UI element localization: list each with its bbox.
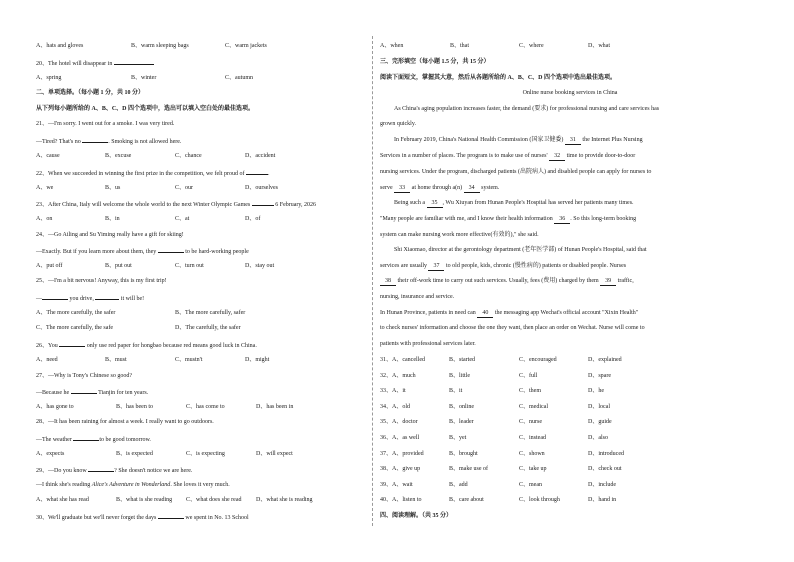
q29-line-1 — [36, 465, 192, 475]
q24-option-c: C、turn out — [175, 263, 204, 269]
q28-option-b: B、is expected — [116, 451, 153, 457]
q21-line-1: 21、—I'm sorry. I went out for a smoke. I was very tired. — [36, 121, 175, 127]
q21-option-d: D、accident — [245, 153, 276, 159]
passage-p1-line-2: grown quickly. — [380, 121, 416, 127]
q28-line-1: 28、—It has been raining for almost a week. I really want to go outdoors. — [36, 419, 214, 425]
p5-text-2: the messaging app Wechat's official account "Xixin Health" — [494, 310, 639, 316]
q29-option-b: B、what is she reading — [116, 497, 173, 503]
cloze-option: D、local — [588, 404, 610, 410]
blank-36: 36 — [554, 215, 570, 224]
q24-line-1: 24、—Go Ailing and Su Yiming really have a gift for skiing! — [36, 232, 184, 238]
passage-p5-line-2: to check nurses' information and choose the one they want, then place an order on Wechat. Nurse will come to — [380, 325, 645, 331]
q26-option-b: B、must — [105, 357, 127, 363]
p4-text-4: traffic, — [617, 278, 634, 284]
cloze-option: D、check out — [588, 466, 622, 472]
q27-line-1: 27、—Why is Tony's Chinese so good? — [36, 373, 133, 379]
q30-option-b: B、that — [450, 43, 469, 49]
cloze-option: B、started — [449, 357, 475, 363]
cloze-option: B、brought — [449, 451, 478, 457]
q28-option-c: C、is expecting — [186, 451, 225, 457]
q22-option-d: D、ourselves — [245, 185, 278, 191]
q28-option-a: A、expects — [36, 451, 65, 457]
cloze-option: C、look through — [519, 497, 560, 503]
passage-p2-line-4 — [380, 184, 499, 193]
q29-option-c: C、what does she read — [186, 497, 242, 503]
q20-text: 20、The hotel will disappear in — [36, 61, 113, 67]
q19-option-b: B、warm sleeping bags — [131, 43, 189, 49]
blank — [42, 293, 68, 300]
q23-text-2: 6 February, 2026 — [275, 202, 317, 208]
blank — [158, 512, 184, 519]
cloze-option: B、it — [449, 388, 463, 394]
q25-line-1: 25、—I'm a bit nervous! Anyway, this is my first trip! — [36, 278, 167, 284]
blank-37: 37 — [428, 262, 444, 271]
passage-p5-line-1 — [380, 309, 638, 318]
blank-31: 31 — [565, 136, 581, 145]
q29-text-4: . She loves it very much. — [170, 482, 230, 488]
cloze-option: B、add — [449, 482, 468, 488]
q25-text-1: — — [36, 296, 42, 302]
q22-option-c: C、our — [175, 185, 194, 191]
blank — [88, 465, 114, 472]
passage-p3-line-1 — [394, 199, 634, 208]
cloze-option: 33、A、it — [380, 388, 406, 394]
p2-text-2: the Internet Plus Nursing — [582, 137, 643, 143]
blank-32: 32 — [549, 152, 565, 161]
cloze-option: C、nurse — [519, 419, 542, 425]
p4-text-2: to old people, kids, chronic (慢性病的) patients or disabled people. Nurses — [445, 263, 627, 269]
passage-p3-line-3: system can make nursing work more effective(有效的)," she said. — [380, 232, 539, 238]
passage-title: Online nurse booking services in China — [522, 90, 618, 96]
cloze-option: C、encouraged — [519, 357, 557, 363]
section-2-instructions: 从下列每小题所给的 A、B、C、D 四个选项中，选出可以填入空白处的最佳选项。 — [36, 106, 255, 112]
column-divider — [372, 36, 373, 526]
p2-text-1: In February 2019, China's National Health Commission (国家卫健委) — [394, 137, 564, 143]
cloze-option: D、he — [588, 388, 604, 394]
passage-p4-line-1: Shi Xiaomao, director at the gerontology department (老年医学部) of Hunan People's Hospital, said that — [394, 247, 647, 253]
p4-text-1: services are usually — [380, 263, 427, 269]
q25-line-2 — [36, 293, 144, 303]
q20-question — [36, 58, 154, 68]
cloze-option: C、medical — [519, 404, 548, 410]
cloze-option: D、also — [588, 435, 608, 441]
q27-text-2: Tianjin for ten years. — [98, 390, 149, 396]
q25-option-d: D、The carefully, the safer — [175, 325, 241, 331]
q22-question: 22、When we succeeded in winning the first prize in the competition, we felt proud of . — [36, 168, 269, 178]
q21-option-b: B、excuse — [105, 153, 132, 159]
q27-option-d: D、has been in — [256, 404, 294, 410]
q23-option-a: A、on — [36, 216, 53, 222]
passage-p2-line-2 — [380, 152, 635, 161]
blank — [246, 168, 268, 175]
q30-question — [36, 512, 249, 522]
q23-text-1: 23、After China, Italy will welcome the whole world to the next Winter Olympic Games — [36, 202, 251, 208]
q27-option-a: A、has gone to — [36, 404, 74, 410]
passage-p2-line-1 — [394, 136, 643, 145]
q27-option-c: C、has come to — [186, 404, 225, 410]
cloze-option: 32、A、much — [380, 373, 416, 379]
cloze-option: D、spare — [588, 373, 611, 379]
q29-text-3: —I think she's reading — [36, 482, 92, 488]
q30-option-d: D、what — [588, 43, 610, 49]
q30-text-1: 30、We'll graduate but we'll never forget the days — [36, 515, 157, 521]
q28-line-2 — [36, 434, 151, 444]
passage-p1-line-1: As China's aging population increases faster, the demand (要求) for professional nursing and care services has — [394, 106, 660, 112]
q21-option-c: C、chance — [175, 153, 202, 159]
q20-option-c: C、autumn — [225, 75, 253, 81]
q29-option-a: A、what she has read — [36, 497, 89, 503]
q26-text-2: only use red paper for hongbao because red means good luck in China. — [86, 343, 257, 349]
blank-39: 39 — [600, 277, 616, 286]
blank — [114, 58, 154, 65]
q28-option-d: D、will expect — [256, 451, 293, 457]
q26-question — [36, 340, 257, 350]
cloze-option: D、hand in — [588, 497, 617, 503]
blank — [252, 199, 274, 206]
q26-text-1: 26、You — [36, 343, 58, 349]
q25-option-b: B、The more carefully, safer — [175, 310, 246, 316]
blank-35: 35 — [427, 199, 443, 208]
q24-text-1: —Exactly. But if you learn more about them, they — [36, 249, 157, 255]
p3-text-3: "Many people are familiar with me, and I know their health information — [380, 216, 553, 222]
q23-option-b: B、in — [105, 216, 120, 222]
q29-line-2 — [36, 481, 230, 489]
p2-text-7: system. — [481, 185, 500, 191]
q19-option-a: A、hats and gloves — [36, 43, 84, 49]
q26-option-c: C、mustn't — [175, 357, 203, 363]
p2-text-4: time to provide door-to-door — [566, 153, 636, 159]
blank-38: 38 — [380, 277, 396, 286]
cloze-option: D、introduced — [588, 451, 624, 457]
cloze-option: 39、A、wait — [380, 482, 413, 488]
cloze-option: B、make use of — [449, 466, 488, 472]
q25-text-3: it will be! — [120, 296, 145, 302]
q25-text-2: you drive, — [69, 296, 94, 302]
q29-text-2: ? She doesn't notice we are here. — [114, 468, 193, 474]
q24-line-2 — [36, 246, 249, 256]
q25-option-a: A、The more carefully, the safer — [36, 310, 116, 316]
q24-option-a: A、put off — [36, 263, 63, 269]
blank-34: 34 — [464, 184, 480, 193]
cloze-option: C、them — [519, 388, 541, 394]
cloze-option: 35、A、doctor — [380, 419, 418, 425]
blank — [71, 387, 97, 394]
p2-text-6: at home through a(n) — [411, 185, 463, 191]
q27-option-b: B、has been to — [116, 404, 153, 410]
q28-text-1: —The weather — [36, 437, 72, 443]
blank-33: 33 — [394, 184, 410, 193]
blank-40: 40 — [477, 309, 493, 318]
q27-line-2 — [36, 387, 148, 397]
cloze-option: C、full — [519, 373, 538, 379]
cloze-option: B、yet — [449, 435, 467, 441]
section-2-title: 二、单项选择。（每小题 1 分，共 10 分） — [36, 90, 145, 96]
p2-text-3: Services in a number of places. The program is to make use of nurses' — [380, 153, 548, 159]
q24-option-b: B、put out — [105, 263, 132, 269]
blank — [95, 293, 119, 300]
passage-p3-line-2 — [380, 215, 636, 224]
p3-text-4: . So this long-term booking — [570, 216, 637, 222]
blank — [73, 434, 99, 441]
passage-p4-line-4: nursing, insurance and service. — [380, 294, 455, 300]
cloze-option: 37、A、provided — [380, 451, 424, 457]
q23-option-d: D、of — [245, 216, 261, 222]
passage-p4-line-3 — [380, 277, 634, 286]
blank — [82, 136, 108, 143]
passage-p2-line-3: nursing services. Under the program, discharged patients (出院病人) and disabled people can apply for nurses to — [380, 169, 652, 175]
cloze-option: C、instead — [519, 435, 546, 441]
cloze-option: B、little — [449, 373, 471, 379]
section-3-title: 三、完形填空（每小题 1.5 分，共 15 分） — [380, 59, 490, 65]
q20-option-a: A、spring — [36, 75, 62, 81]
q21-option-a: A、cause — [36, 153, 60, 159]
cloze-option: B、online — [449, 404, 474, 410]
p2-text-5: serve — [380, 185, 393, 191]
q26-option-d: D、might — [245, 357, 270, 363]
p3-text-1: Being such a — [394, 200, 425, 206]
blank — [59, 340, 85, 347]
blank — [158, 246, 184, 253]
q22-text: 22、When we succeeded in winning the first prize in the competition, we felt proud of — [36, 171, 245, 177]
q21-text-1: —Tired? That's no — [36, 139, 81, 145]
q27-text-1: —Because he — [36, 390, 70, 396]
q22-option-b: B、us — [105, 185, 121, 191]
q23-option-c: C、at — [175, 216, 190, 222]
cloze-option: B、care about — [449, 497, 484, 503]
q26-option-a: A、need — [36, 357, 58, 363]
cloze-option: 34、A、old — [380, 404, 411, 410]
q21-line-2 — [36, 136, 181, 146]
cloze-option: C、take up — [519, 466, 547, 472]
p5-text-1: In Hunan Province, patients in need can — [380, 310, 476, 316]
passage-p5-line-3: patients with professional services later. — [380, 341, 476, 347]
cloze-option: D、explained — [588, 357, 622, 363]
p3-text-2: , Wu Xiuyan from Hunan People's Hospital has served her patients many times. — [442, 200, 634, 206]
q29-text-1: 29、—Do you know — [36, 468, 87, 474]
cloze-option: B、leader — [449, 419, 474, 425]
cloze-option: 40、A、listen to — [380, 497, 422, 503]
q29-option-d: D、what she is reading — [256, 497, 313, 503]
cloze-option: C、mean — [519, 482, 542, 488]
section-3-instructions: 阅读下面短文，掌握其大意，然后从各题所给的 A、B、C、D 四个选项中选出最佳选项。 — [380, 75, 617, 81]
q24-option-d: D、stay out — [245, 263, 275, 269]
cloze-option: D、include — [588, 482, 616, 488]
q30-option-c: C、where — [519, 43, 544, 49]
q28-text-2: to be good tomorrow. — [99, 437, 151, 443]
q19-option-c: C、warm jackets — [225, 43, 267, 49]
cloze-option: D、guide — [588, 419, 612, 425]
cloze-option: 36、A、as well — [380, 435, 420, 441]
passage-p4-line-2 — [380, 262, 626, 271]
cloze-option: 31、A、cancelled — [380, 357, 425, 363]
q25-option-c: C、The more carefully, the safe — [36, 325, 114, 331]
p4-text-3: their off-work time to carry out such services. Usually, fees (费用) charged by them — [397, 278, 599, 284]
q24-text-2: to be hard-working people — [185, 249, 249, 255]
q30-text-2: we spent in No. 13 School — [185, 515, 249, 521]
q30-option-a: A、when — [380, 43, 404, 49]
q20-option-b: B、winter — [131, 75, 157, 81]
cloze-option: 38、A、give up — [380, 466, 421, 472]
q21-text-2: . Smoking is not allowed here. — [108, 139, 182, 145]
q23-question — [36, 199, 316, 209]
q22-option-a: A、we — [36, 185, 54, 191]
q29-book-title: Alice's Adventure in Wonderland — [91, 482, 171, 488]
cloze-option: C、shown — [519, 451, 545, 457]
section-4-title: 四、阅读理解。（共 35 分） — [380, 513, 453, 519]
